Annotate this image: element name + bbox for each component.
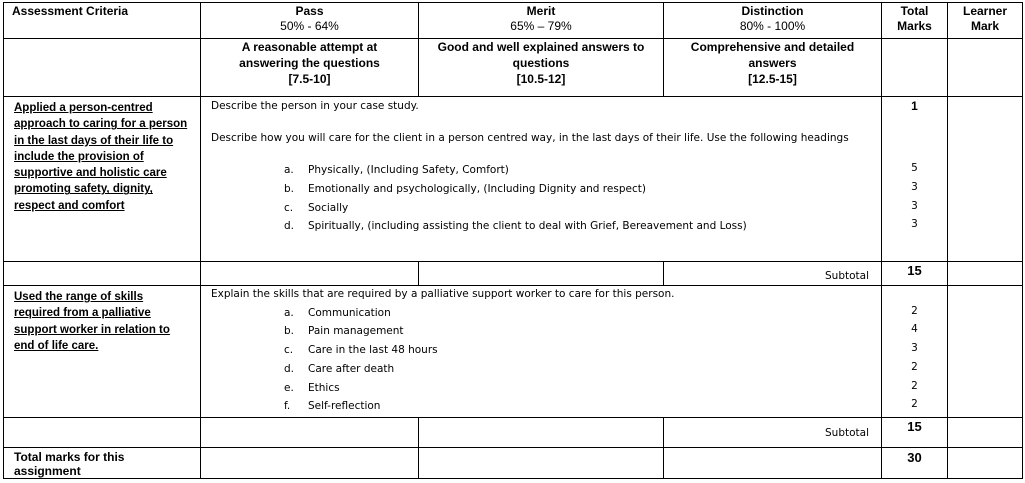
merit-descriptor-text: Good and well explained answers to questions <box>437 40 645 70</box>
item-text: Socially <box>308 202 349 214</box>
header-row <box>4 3 1023 39</box>
item-letter: b. <box>284 183 295 195</box>
section1-task <box>201 97 882 262</box>
total-label: Total marks for this assignment <box>4 448 201 479</box>
total-pass-empty <box>201 448 419 479</box>
pass-descriptor-text: A reasonable attempt at answering the questions <box>239 40 380 70</box>
total-merit-empty <box>419 448 664 479</box>
section2-subtotal-value: 15 <box>882 418 948 448</box>
item-letter: b. <box>284 325 295 337</box>
item-letter: f. <box>284 400 291 412</box>
section1-mark-c: 3 <box>911 200 918 212</box>
merit-descriptor <box>419 39 664 97</box>
total-learner-mark <box>948 448 1023 479</box>
section1-criterion: Applied a person-centred approach to caring for a person in the last days of their life to include the provision of supportive and holistic care promoting safety, dignity, respect and comfort <box>4 97 201 262</box>
item-text: Physically, (Including Safety, Comfort) <box>308 164 509 176</box>
section2-mark-f: 2 <box>911 398 918 410</box>
distinction-range: 80% - 100% <box>739 19 806 33</box>
section2-mark-a: 2 <box>911 305 918 317</box>
subtotal-empty <box>4 262 201 286</box>
subtotal2-empty <box>4 418 201 448</box>
section2-mark-e: 2 <box>911 380 918 392</box>
subtotal2-merit-empty <box>419 418 664 448</box>
total-distinction-empty <box>664 448 882 479</box>
section1-mark-a: 5 <box>911 162 918 174</box>
item-text: Ethics <box>308 382 340 394</box>
section2-subtotal-label: Subtotal <box>664 418 882 448</box>
merit-header <box>419 3 664 39</box>
item-letter: e. <box>284 382 294 394</box>
section1-mark-d: 3 <box>911 218 918 230</box>
total-marks-header-line2: Marks <box>897 19 932 33</box>
distinction-descriptor <box>664 39 882 97</box>
descriptor-total-empty <box>882 39 948 97</box>
section2-row <box>4 286 1023 418</box>
section2-mark-c: 3 <box>911 342 918 354</box>
section1-learner-mark <box>948 97 1023 262</box>
section2-mark-b: 4 <box>911 323 918 335</box>
item-letter: c. <box>284 344 294 356</box>
subtotal2-pass-empty <box>201 418 419 448</box>
item-letter: d. <box>284 220 295 232</box>
item-letter: a. <box>284 307 294 319</box>
learner-mark-header-line2: Mark <box>970 19 999 33</box>
pass-header <box>201 3 419 39</box>
item-text: Emotionally and psychologically, (Including Dignity and respect) <box>308 183 646 195</box>
total-value: 30 <box>882 448 948 479</box>
descriptor-learner-empty <box>948 39 1023 97</box>
section1-instruction: Describe how you will care for the client in a person centred way, in the last days of their life. Use the following headings <box>211 132 849 144</box>
total-marks-header <box>882 3 948 39</box>
pass-descriptor <box>201 39 419 97</box>
section1-subtotal-label: Subtotal <box>664 262 882 286</box>
merit-descriptor-marks: [10.5-12] <box>516 72 566 86</box>
distinction-header <box>664 3 882 39</box>
distinction-descriptor-marks: [12.5-15] <box>748 72 797 86</box>
subtotal-merit-empty <box>419 262 664 286</box>
total-marks-header-line1: Total <box>900 4 929 18</box>
section2-marks <box>882 286 948 418</box>
section1-mark-b: 3 <box>911 181 918 193</box>
item-text: Care in the last 48 hours <box>308 344 438 356</box>
total-row <box>4 448 1023 479</box>
pass-label: Pass <box>295 4 324 18</box>
descriptor-empty <box>4 39 201 97</box>
descriptor-row <box>4 39 1023 97</box>
section2-learner-mark <box>948 286 1023 418</box>
item-text: Care after death <box>308 363 395 375</box>
section2-mark-d: 2 <box>911 361 918 373</box>
item-letter: c. <box>284 202 294 214</box>
section2-instruction: Explain the skills that are required by a palliative support worker to care for this person. <box>211 288 675 300</box>
item-text: Pain management <box>308 325 404 337</box>
item-text: Self-reflection <box>308 400 381 412</box>
item-text: Spiritually, (including assisting the client to deal with Grief, Bereavement and Loss) <box>308 220 747 232</box>
item-letter: a. <box>284 164 294 176</box>
section1-row <box>4 97 1023 262</box>
merit-label: Merit <box>526 4 556 18</box>
section2-task <box>201 286 882 418</box>
distinction-descriptor-text: Comprehensive and detailed answers <box>690 40 855 70</box>
distinction-label: Distinction <box>741 4 804 18</box>
section1-subtotal-learner <box>948 262 1023 286</box>
subtotal-pass-empty <box>201 262 419 286</box>
section1-intro: Describe the person in your case study. <box>211 100 419 112</box>
section1-subtotal-row <box>4 262 1023 286</box>
learner-mark-header-line1: Learner <box>962 4 1008 18</box>
learner-mark-header <box>948 3 1023 39</box>
pass-range: 50% - 64% <box>280 19 339 33</box>
section2-subtotal-learner <box>948 418 1023 448</box>
item-text: Communication <box>308 307 391 319</box>
rubric-table <box>3 2 1023 479</box>
merit-range: 65% – 79% <box>510 19 572 33</box>
section2-subtotal-row <box>4 418 1023 448</box>
section1-intro-mark: 1 <box>911 99 918 113</box>
pass-descriptor-marks: [7.5-10] <box>288 72 331 86</box>
item-letter: d. <box>284 363 295 375</box>
section1-subtotal-value: 15 <box>882 262 948 286</box>
section1-marks <box>882 97 948 262</box>
section2-criterion: Used the range of skills required from a palliative support worker in relation to end of life care. <box>4 286 201 418</box>
criteria-header: Assessment Criteria <box>4 3 201 39</box>
